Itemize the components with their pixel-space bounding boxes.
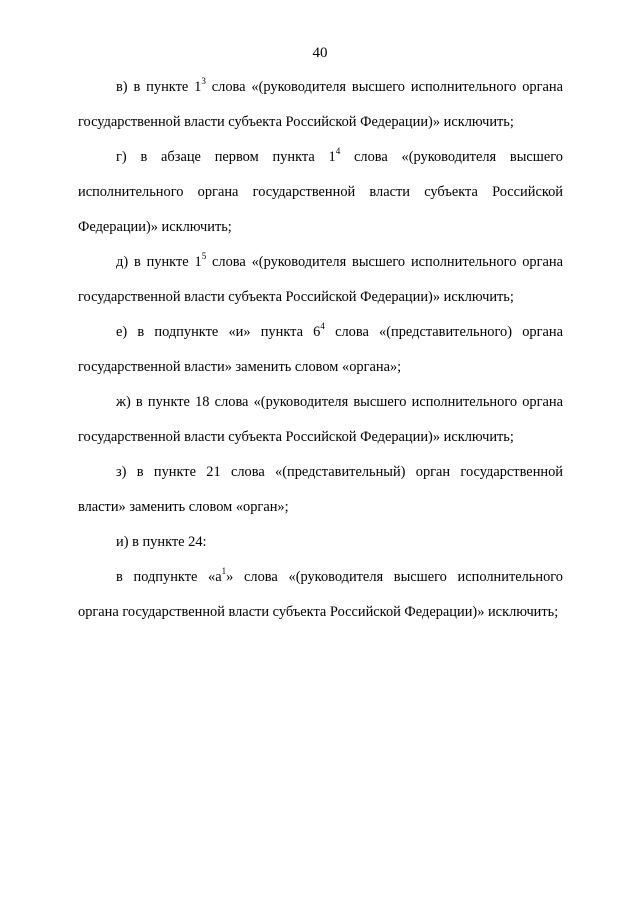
paragraph-text: в подпункте «а bbox=[116, 569, 222, 585]
paragraph-text: слова «(руководителя высшего исполнительного органа государственной власти субъекта Российской Федерации)» исключить; bbox=[78, 254, 563, 305]
paragraph-text: г) в абзаце первом пункта 1 bbox=[116, 149, 336, 165]
superscript: 1 bbox=[221, 566, 227, 577]
paragraph-text: з) в пункте 21 слова «(представительный) орган государственной власти» заменить словом «орган»; bbox=[78, 464, 563, 515]
paragraph-text: » слова «(руководителя высшего исполнительного органа государственной власти субъекта Российской Федерации)» исключить; bbox=[78, 569, 563, 620]
paragraph-text: д) в пункте 1 bbox=[116, 254, 202, 270]
paragraph-v bbox=[78, 70, 563, 140]
paragraph-g bbox=[78, 140, 563, 245]
paragraph-text: в) в пункте 1 bbox=[116, 79, 202, 95]
paragraph-d bbox=[78, 245, 563, 315]
paragraph-e bbox=[78, 315, 563, 385]
paragraph-z bbox=[78, 455, 563, 525]
paragraph-text: ж) в пункте 18 слова «(руководителя высшего исполнительного органа государственной власти субъекта Российской Федерации)» исключить; bbox=[78, 394, 563, 445]
paragraph-text: слова «(руководителя высшего исполнительного органа государственной власти субъекта Российской Федерации)» исключить; bbox=[78, 149, 563, 235]
superscript: 4 bbox=[335, 146, 341, 157]
document-body bbox=[78, 70, 563, 630]
paragraph-i bbox=[78, 525, 563, 560]
superscript: 4 bbox=[320, 321, 325, 332]
paragraph-text: слова «(руководителя высшего исполнительного органа государственной власти субъекта Российской Федерации)» исключить; bbox=[78, 79, 563, 130]
paragraph-text: слова «(представительного) органа государственной власти» заменить словом «органа»; bbox=[78, 324, 563, 375]
superscript: 3 bbox=[201, 76, 206, 87]
paragraph-zh bbox=[78, 385, 563, 455]
paragraph-text: е) в подпункте «и» пункта 6 bbox=[116, 324, 321, 340]
superscript: 5 bbox=[201, 251, 207, 262]
page-number: 40 bbox=[312, 45, 328, 61]
paragraph-text: и) в пункте 24: bbox=[116, 534, 207, 550]
paragraph-subpoint-a1 bbox=[78, 560, 563, 630]
